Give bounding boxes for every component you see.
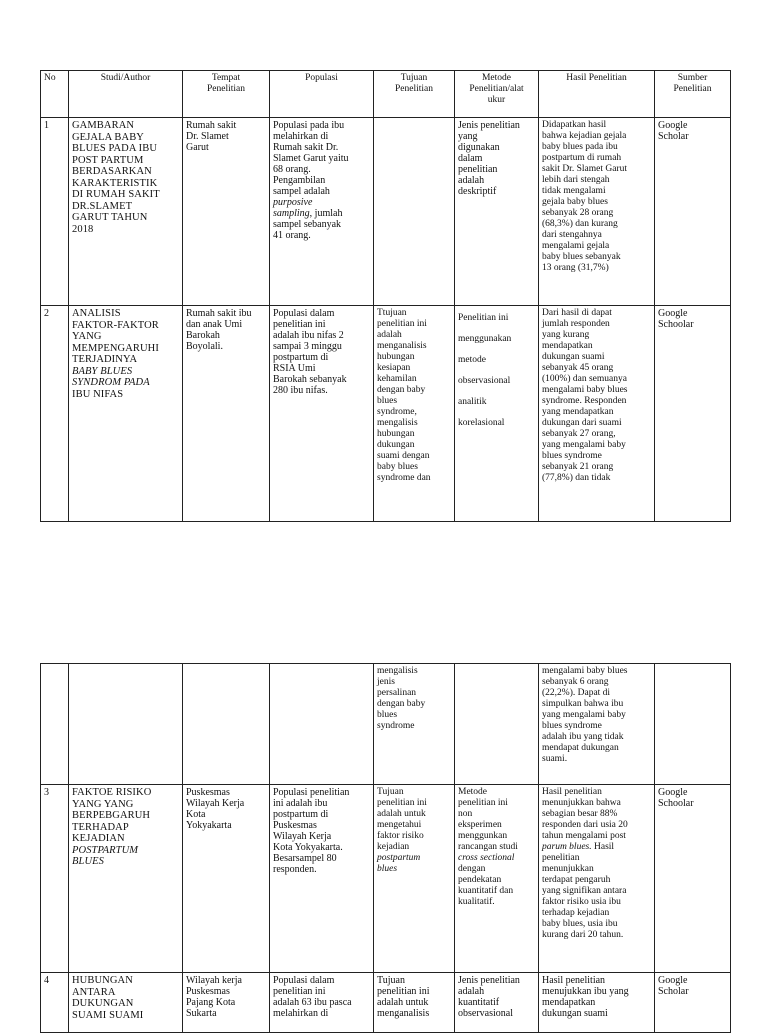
row-no: [41, 664, 69, 785]
row-tujuan: mengalisis jenis persalinan dengan baby blues syndrome: [374, 664, 455, 785]
row-tujuan: [374, 785, 455, 973]
row-populasi: Populasi dalam penelitian ini adalah 63 ibu pasca melahirkan di: [270, 973, 374, 1033]
row-tujuan: Tujuan penelitian ini adalah untuk menganalisis: [374, 973, 455, 1033]
metode-text: Metode penelitian ini non eksperimen menggunkan rancangan studi: [458, 787, 518, 852]
hasil-text-end: Hasil penelitian menunjukkan terdapat pengaruh yang signifikan antara faktor risiko usia ibu terhadap kejadian baby blues, usia ibu kurang dari 20 tahun.: [542, 842, 627, 940]
title-italic: BABY BLUES SYNDROM PADA: [72, 365, 150, 388]
metode-text-end: dengan pendekatan kuantitatif dan kualitatif.: [458, 864, 514, 907]
populasi-italic: purposive sampling: [273, 197, 313, 219]
row-sumber: Google Scholar: [655, 118, 731, 306]
row-title: [69, 306, 183, 522]
row-metode: [455, 664, 539, 785]
header-studi: Studi/Author: [69, 71, 183, 118]
row-title: [69, 785, 183, 973]
row-metode: Penelitian ini menggunakan metode observasional analitik korelasional: [455, 306, 539, 522]
row-no: 2: [41, 306, 69, 522]
title-text-end: IBU NIFAS: [72, 388, 124, 400]
row-tempat: Wilayah kerja Puskesmas Pajang Kota Sukarta: [183, 973, 270, 1033]
header-tempat: Tempat Penelitian: [183, 71, 270, 118]
row-hasil: mengalami baby blues sebanyak 6 orang (22,2%). Dapat di simpulkan bahwa ibu yang mengalami baby blues syndrome adalah ibu yang tidak mendapat dukungan suami.: [539, 664, 655, 785]
hasil-text: Hasil penelitian menunjukkan bahwa sebagian besar 88% responden dari usia 20 tahun mengalami post: [542, 787, 628, 841]
row-hasil: Didapatkan hasil bahwa kejadian gejala baby blues pada ibu postpartum di rumah sakit Dr. Slamet Garut lebih dari stengah tidak mengalami gejala baby blues sebanyak 28 orang (68,3%) dan kurang dari stengahnya mengalami gejala baby blues sebanyak 13 orang (31,7%): [539, 118, 655, 306]
header-sumber: Sumber Penelitian: [655, 71, 731, 118]
row-metode: Jenis penelitian adalah kuantitatif observasional: [455, 973, 539, 1033]
row-populasi: Populasi dalam penelitian ini adalah ibu nifas 2 sampai 3 minggu postpartum di RSIA Umi Barokah sebanyak 280 ibu nifas.: [270, 306, 374, 522]
header-metode: Metode Penelitian/alat ukur: [455, 71, 539, 118]
tujuan-text: Tujuan penelitian ini adalah untuk mengetahui faktor risiko kejadian: [377, 787, 427, 852]
header-row: [41, 71, 731, 118]
row-tempat: Rumah sakit Dr. Slamet Garut: [183, 118, 270, 306]
row-sumber: Google Scholar: [655, 973, 731, 1033]
table-row: [41, 785, 731, 973]
row-no: 4: [41, 973, 69, 1033]
row-tujuan: Ttujuan penelitian ini adalah menganalisis hubungan kesiapan kehamilan dengan baby blues syndrome, mengalisis hubungan dukungan suami dengan baby blues syndrome dan: [374, 306, 455, 522]
row-hasil: [539, 785, 655, 973]
header-populasi: Populasi: [270, 71, 374, 118]
title-text: FAKTOE RISIKO YANG YANG BERPEBGARUH TERHADAP KEJADIAN: [72, 787, 152, 844]
row-sumber: Google Schoolar: [655, 785, 731, 973]
header-tujuan: Tujuan Penelitian: [374, 71, 455, 118]
literature-table-bottom: [40, 663, 731, 1033]
row-populasi: [270, 118, 374, 306]
row-metode: [455, 785, 539, 973]
row-metode: Jenis penelitian yang digunakan dalam penelitian adalah deskriptif: [455, 118, 539, 306]
title-text: ANALISIS FAKTOR-FAKTOR YANG MEMPENGARUHI TERJADINYA: [72, 308, 159, 365]
row-sumber: Google Schoolar: [655, 306, 731, 522]
row-populasi: Populasi penelitian ini adalah ibu postpartum di Puskesmas Wilayah Kerja Kota Yokyakarta. Besarsampel 80 responden.: [270, 785, 374, 973]
row-title: HUBUNGAN ANTARA DUKUNGAN SUAMI SUAMI: [69, 973, 183, 1033]
row-no: 3: [41, 785, 69, 973]
populasi-text: Populasi pada ibu melahirkan di Rumah sakit Dr. Slamet Garut yaitu 68 orang. Pengambilan sampel adalah: [273, 120, 349, 197]
row-hasil: Hasil penelitian menujukkan ibu yang mendapatkan dukungan suami: [539, 973, 655, 1033]
row-title: GAMBARAN GEJALA BABY BLUES PADA IBU POST PARTUM BERDASARKAN KARAKTERISTIK DI RUMAH SAKIT DR.SLAMET GARUT TAHUN 2018: [69, 118, 183, 306]
row-tujuan: [374, 118, 455, 306]
metode-italic: cross sectional: [458, 853, 515, 863]
header-hasil: Hasil Penelitian: [539, 71, 655, 118]
row-title: [69, 664, 183, 785]
row-tempat: Rumah sakit ibu dan anak Umi Barokah Boyolali.: [183, 306, 270, 522]
populasi-text-end: , jumlah sampel sebanyak 41 orang.: [273, 208, 343, 241]
table-row: [41, 306, 731, 522]
row-tempat: [183, 664, 270, 785]
hasil-italic: parum blues.: [542, 842, 592, 852]
row-populasi: [270, 664, 374, 785]
table-row: [41, 118, 731, 306]
literature-table-top: [40, 70, 731, 522]
row-no: 1: [41, 118, 69, 306]
tujuan-italic: postpartum blues: [377, 853, 421, 874]
table-row: [41, 664, 731, 785]
title-italic: POSTPARTUM BLUES: [72, 844, 139, 867]
header-no: No: [41, 71, 69, 118]
row-hasil: Dari hasil di dapat jumlah responden yang kurang mendapatkan dukungan suami sebanyak 45 orang (100%) dan semuanya mengalami baby blues syndrome. Responden yang mendapatkan dukungan dari suami sebanyak 27 orang, yang mengalami baby blues syndrome sebanyak 21 orang (77,8%) dan tidak: [539, 306, 655, 522]
row-tempat: Puskesmas Wilayah Kerja Kota Yokyakarta: [183, 785, 270, 973]
row-sumber: [655, 664, 731, 785]
